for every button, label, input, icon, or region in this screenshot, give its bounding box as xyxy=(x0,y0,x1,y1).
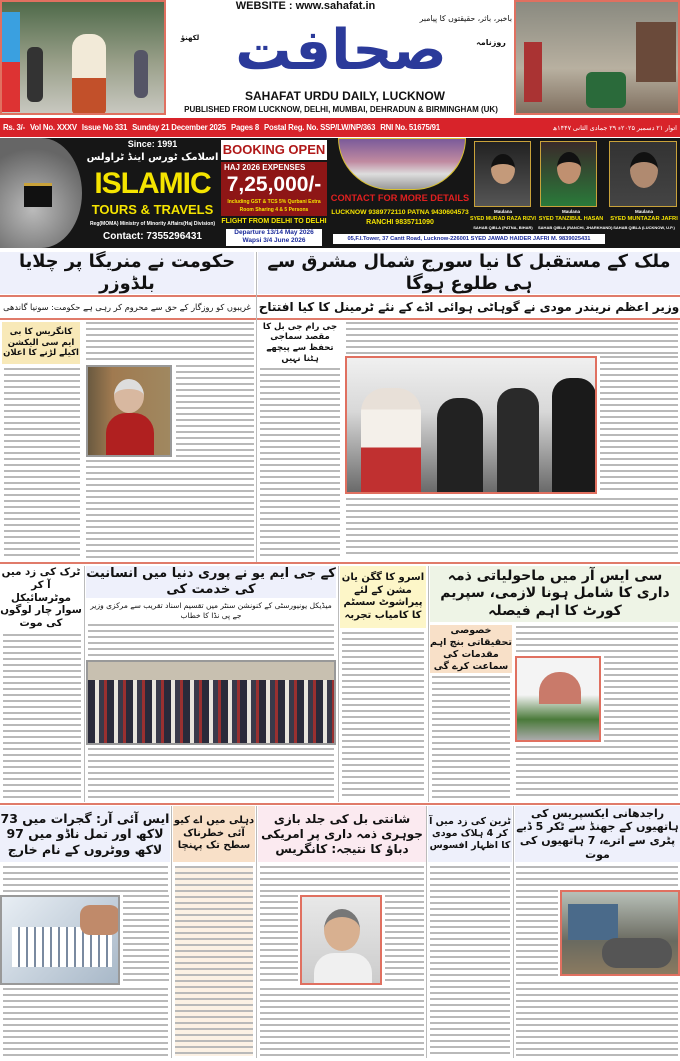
ad-name-islamic: ISLAMIC xyxy=(94,167,211,200)
train-body xyxy=(430,866,510,1056)
pages: Pages 8 xyxy=(230,123,260,132)
advertisement[interactable] xyxy=(0,138,680,248)
rajdhani-headline[interactable]: راجدھانی ایکسپریس کی ہاتھیوں کے جھنڈ سے ٹکر 5 ڈبے پٹری سے اترے، 7 ہاتھیوں کی موت xyxy=(516,806,679,861)
congress-body xyxy=(4,368,80,558)
supreme-court-photo xyxy=(515,656,601,742)
price: Rs. 3/- xyxy=(3,123,25,132)
masthead-city: لکھنؤ xyxy=(180,34,200,42)
masthead-title-en: SAHAFAT URDU DAILY, LUCKNOW xyxy=(245,89,445,103)
lead-body-side xyxy=(600,356,678,494)
ad-price: 7,25,000/- xyxy=(226,173,322,196)
mnrega-body-2 xyxy=(176,365,254,457)
truck-headline[interactable]: ٹرک کی زد میں آ کر موٹرسائیکل سوار چار لوگوں کی موت xyxy=(0,565,82,630)
csr-body xyxy=(516,626,678,654)
bench-headline[interactable]: خصوصی تحقیقاتی بنچ اہم مقدمات کی سماعت کرے گی xyxy=(430,625,512,672)
lead-body-bottom xyxy=(346,498,678,558)
kgmu-headline[interactable]: کے جی ایم یو نے پوری دنیا میں انسانیت کی خدمت کی xyxy=(86,565,336,597)
shanti-body-3 xyxy=(385,895,424,985)
info-bar xyxy=(0,118,680,137)
column-divider xyxy=(256,252,257,562)
gram-bill-headline[interactable]: جی رام جی بل کا مقصد سماجی تحفظ سے پیچھے ہٹنا نہیں xyxy=(262,321,338,364)
lead-headline[interactable]: ملک کے مستقبل کا نیا سورج شمال مشرق سے ہی طلوع ہوگا xyxy=(258,252,680,294)
aqi-body xyxy=(175,866,253,1056)
congress-headline[interactable]: کانگریس کا بی ایم سی الیکشن اکیلے لڑنے کا اعلان xyxy=(2,322,80,364)
ad-flight: FLIGHT FROM DELHI TO DELHI xyxy=(221,218,327,225)
column-divider xyxy=(256,806,257,1058)
rajdhani-body-2 xyxy=(516,890,558,980)
postal-reg: Postal Reg. No. SSP/LW/NP/363 xyxy=(264,123,376,132)
isro-body xyxy=(342,632,424,800)
ad-person-1 xyxy=(474,141,531,207)
ad-since: Since: 1991 xyxy=(127,139,178,149)
shanti-body-2 xyxy=(260,895,298,985)
column-divider xyxy=(84,566,85,802)
ad-haj-expenses: HAJ 2026 EXPENSES xyxy=(224,163,306,172)
csr-body-3 xyxy=(516,746,678,800)
masthead-prefix: روزنامہ xyxy=(476,38,506,47)
ad-person-2-sub: SAHAB QIBLA (RANCHI, JHARKHAND) xyxy=(538,225,613,230)
ad-booking-open: BOOKING OPEN xyxy=(221,140,327,160)
sir-body-3 xyxy=(3,988,168,1056)
ad-registration: Reg(MOMA) Ministry of Minority Affairs(Haj Division) xyxy=(89,221,216,227)
header-photo-left xyxy=(0,0,166,115)
date: Sunday 21 December 2025 xyxy=(132,123,226,132)
column-divider xyxy=(426,806,427,1058)
column-divider xyxy=(171,806,172,1058)
ad-person-1-sub: SAHAB QIBLA (PATNA, BIHAR) xyxy=(473,225,533,230)
ad-address: 05,F.I.Tower, 37 Cantt Road, Lucknow-226001 SYED JAWAD HAIDER JAFRI M. 9839025431 xyxy=(333,234,605,244)
sir-body xyxy=(3,866,168,892)
ad-person-3 xyxy=(609,141,677,207)
masthead-logo: صحافت xyxy=(235,18,447,83)
gram-bill-body xyxy=(260,368,340,558)
ad-room-sharing: Room Sharing 4 & 5 Persons xyxy=(239,207,309,213)
sonia-gandhi-photo xyxy=(86,365,172,457)
ad-person-2 xyxy=(540,141,597,207)
lead-subhead: وزیر اعظم نریندر مودی نے گوہاٹی ہوائی اڈے کے نئے ٹرمینل کا کیا افتتاح xyxy=(258,300,680,314)
ad-phones: LUCKNOW 9389772110 PATNA 9430604573 xyxy=(331,209,469,216)
tagline: باخبر، باثر، حقیقتوں کا پیامبر xyxy=(419,14,512,23)
urdu-date: اتوار ۲۱ دسمبر ۲۰۲۵ء ۲۹ جمادی الثانی ۱۴۴۷ھ xyxy=(552,124,677,132)
volume: Vol No. XXXV xyxy=(30,123,77,132)
kgmu-group-photo xyxy=(86,660,336,745)
ad-person-1-title: Maulana xyxy=(493,209,512,214)
ad-person-2-name: SYED TANZIBUL HASAN xyxy=(538,216,604,222)
truck-body xyxy=(3,634,81,800)
mnrega-subhead: غریبوں کو روزگار کے حق سے محروم کر رہی ہے حکومت: سونیا گاندھی xyxy=(3,302,251,313)
ad-contact-more: CONTACT FOR MORE DETAILS xyxy=(330,193,470,203)
divider xyxy=(0,295,680,297)
shanti-body-4 xyxy=(260,988,424,1056)
rajdhani-body xyxy=(516,866,678,888)
website-label[interactable]: WEBSITE : www.sahafat.in xyxy=(235,0,376,12)
sir-headline[interactable]: ایس آئی آر: گجرات میں 73 لاکھ اور تمل ناڈو میں 97 لاکھ ووٹروں کے نام خارج xyxy=(0,806,170,862)
ad-name-tours: TOURS & TRAVELS xyxy=(91,202,214,217)
ad-wapsi: Wapsi 3/4 June 2026 xyxy=(242,237,306,244)
ad-person-2-title: Maulana xyxy=(561,209,580,214)
column-divider xyxy=(428,566,429,802)
column-divider xyxy=(513,806,514,1058)
isro-headline[interactable]: اسرو کا گگن یان مشن کے لئے پیراشوٹ سسٹم کا کامیاب تجربہ xyxy=(340,566,426,628)
ad-person-3-name: SYED MUNTAZAR JAFRI xyxy=(610,216,678,222)
jairam-ramesh-photo xyxy=(300,895,382,985)
kaaba-image xyxy=(0,138,82,248)
kgmu-body-2 xyxy=(88,748,334,800)
ad-inclusions: Including GST & TCS 5% Qurbani Extra xyxy=(227,199,321,205)
issue: Issue No 331 xyxy=(81,123,128,132)
header-photo-right xyxy=(514,0,680,115)
ad-person-3-sub: SAHAB QIBLA (LUCKNOW, U.P.) xyxy=(613,225,675,230)
rajdhani-body-3 xyxy=(516,982,678,1056)
elephants-train-photo xyxy=(560,890,680,976)
kgmu-body xyxy=(88,624,334,658)
kgmu-subhead: میڈیکل یونیورسٹی کے کنونشن سنٹر میں تقسیم اسناد تقریب سے مرکزی وزیر جے پی نڈا کا خطاب xyxy=(90,601,332,620)
mnrega-body xyxy=(86,322,254,362)
modi-inauguration-photo xyxy=(345,356,597,494)
mnrega-body-3 xyxy=(86,460,254,558)
ad-person-3-title: Maulana xyxy=(634,209,653,214)
shanti-headline[interactable]: شانتی بل کی جلد بازی جوہری ذمہ داری پر امریکی دباؤ کا نتیجہ: کانگریس xyxy=(258,806,426,862)
voting-photo xyxy=(0,895,120,985)
published-line: PUBLISHED FROM LUCKNOW, DELHI, MUMBAI, DEHRADUN & BIRMINGHAM (UK) xyxy=(184,105,498,114)
csr-headline[interactable]: سی ایس آر میں ماحولیاتی ذمہ داری کا شامل ہونا لازمی، سپریم کورٹ کا اہم فیصلہ xyxy=(430,566,680,622)
aqi-headline[interactable]: دہلی میں اے کیو آئی خطرناک سطح تک پہنچا xyxy=(173,806,255,862)
divider xyxy=(0,562,680,564)
lead-body-top xyxy=(346,322,678,354)
train-headline[interactable]: ٹرین کی زد میں آ کر 4 ہلاک مودی کا اظہار افسوس xyxy=(428,806,512,862)
madina-image xyxy=(338,138,466,190)
mnrega-headline[interactable]: حکومت نے منریگا پر چلایا بلڈوزر xyxy=(0,252,254,294)
ad-departure: Departure 13/14 May 2026 xyxy=(234,229,314,236)
column-divider xyxy=(338,566,339,802)
shanti-body xyxy=(260,866,424,892)
ad-contact: Contact: 7355296431 xyxy=(103,231,202,242)
sir-body-2 xyxy=(123,895,169,985)
csr-body-2 xyxy=(604,656,678,742)
ad-phones-ranchi: RANCHI 9835711090 xyxy=(366,219,434,226)
divider xyxy=(0,803,680,805)
ad-person-1-name: SYED MURAD RAZA RIZVI xyxy=(470,216,537,222)
bench-body xyxy=(432,676,510,800)
rni: RNI No. 51675/91 xyxy=(380,123,440,132)
ad-name-urdu: اسلامک ٹورس اینڈ ٹراولس xyxy=(86,152,219,163)
divider xyxy=(0,318,680,320)
